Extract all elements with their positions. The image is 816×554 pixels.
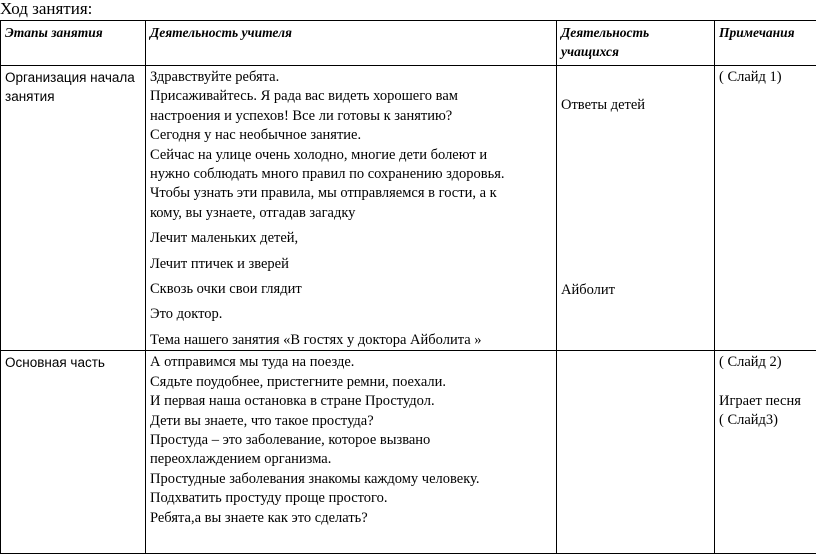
stage-line: Основная часть [5,353,145,372]
teacher-line: Здравствуйте ребята. [150,68,556,87]
teacher-cell [146,351,557,554]
teacher-cell [146,66,557,351]
teacher-line: Сядьте поудобнее, пристегните ремни, поехали. [150,373,556,392]
stage-cell [1,66,146,351]
riddle-line: Лечит птичек и зверей [150,255,556,274]
notes-cell [715,351,816,554]
header-teacher-activity: Деятельность учителя [146,21,557,66]
slide-note: ( Слайд 1) [719,68,816,87]
table-header-row [1,21,816,66]
teacher-line: Сейчас на улице очень холодно, многие дети болеют и [150,146,556,165]
header-student-activity [557,21,715,66]
notes-cell [715,66,816,351]
slide-note: ( Слайд 2) [719,353,816,372]
teacher-line: настроения и успехов! Все ли готовы к занятию? [150,107,556,126]
header-notes: Примечания [715,21,816,66]
teacher-line: Подхватить простуду проще простого. [150,489,556,508]
teacher-line: Ребята,а вы знаете как это сделать? [150,509,556,528]
teacher-line: Присаживайтесь. Я рада вас видеть хорошего вам [150,87,556,106]
header-student-activity-line1: Деятельность [561,23,714,42]
stage-line: Организация начала [5,68,145,87]
teacher-line: Простудные заболевания знакомы каждому человеку. [150,470,556,489]
teacher-line: переохлаждением организма. [150,450,556,469]
riddle-line: Сквозь очки свои глядит [150,280,556,299]
table-row [1,351,816,554]
teacher-line: кому, вы узнаете, отгадав загадку [150,204,556,223]
riddle-line: Лечит маленьких детей, [150,229,556,248]
slide-note: ( Слайд3) [719,411,816,430]
teacher-line: нужно соблюдать много правил по сохранению здоровья. [150,165,556,184]
teacher-line: Сегодня у нас необычное занятие. [150,126,556,145]
header-stage: Этапы занятия [1,21,146,66]
stage-cell [1,351,146,554]
page-title: Ход занятия: [0,0,92,19]
stage-line: занятия [5,87,145,106]
students-answer: Ответы детей [561,96,714,115]
teacher-line: И первая наша остановка в стране Простудол. [150,392,556,411]
students-cell [557,351,715,554]
students-cell [557,66,715,351]
header-student-activity-line2: учащихся [561,42,714,61]
teacher-line: Простуда – это заболевание, которое вызвано [150,431,556,450]
topic-line: Тема нашего занятия «В гостях у доктора Айболита » [150,331,556,350]
song-note: Играет песня [719,392,816,411]
teacher-line: Чтобы узнать эти правила, мы отправляемся в гости, а к [150,184,556,203]
riddle-line: Это доктор. [150,305,556,324]
students-answer: Айболит [561,281,714,300]
teacher-line: А отправимся мы туда на поезде. [150,353,556,372]
teacher-line: Дети вы знаете, что такое простуда? [150,412,556,431]
lesson-plan-table [0,20,816,554]
table-row [1,66,816,351]
